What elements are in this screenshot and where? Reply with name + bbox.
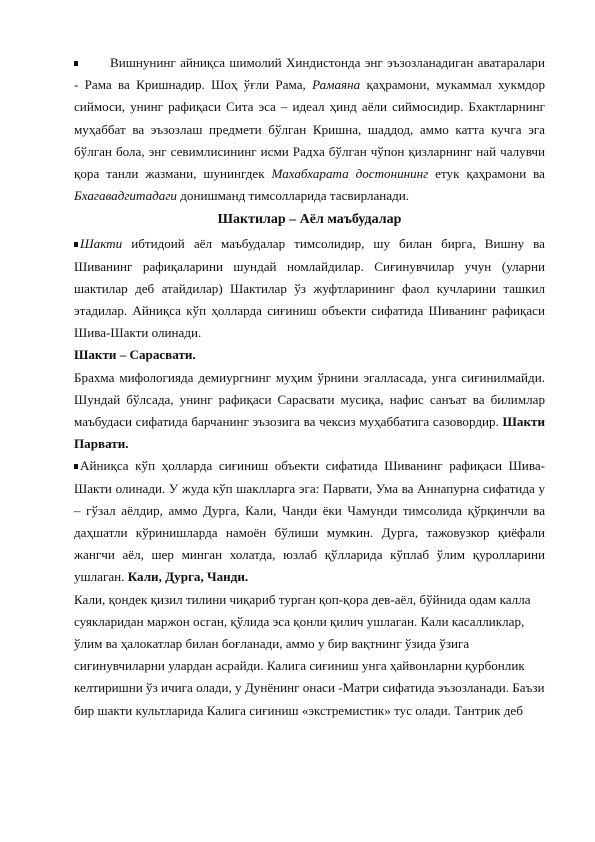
paragraph-shakti bbox=[74, 233, 545, 344]
text-segment: қаҳрамони, мукаммал хукмдор сиймоси, унинг рафиқаси Сита эса – идеал ҳинд аёли сиймосидир. Бхактларнинг муҳаббат ва эъзозлаш предмети бўлган Кришна, шаддод, аммо катта кучга эга бўлган бола, энг севимлисининг исми Радха бўлган чўпон қизларнинг най чалувчи қора танли жазмани, шунингдек bbox=[74, 77, 545, 182]
document-page bbox=[74, 52, 545, 722]
inline-subheading-kali-durga-chandi: Кали, Дурга, Чанди. bbox=[127, 569, 249, 585]
paragraph-sarasvati bbox=[74, 367, 545, 456]
text-segment: Вишнунинг айниқса шимолий Хиндистонда энг эъзозланадиган аватаралари - Рама ва Кришнадир. Шоҳ ўғли Рама, bbox=[74, 55, 545, 93]
italic-ramayana: Рамаяна bbox=[312, 77, 361, 93]
paragraph-vishnu-avatars bbox=[74, 52, 545, 207]
text-segment: донишманд тимсолларида тасвирланади. bbox=[176, 188, 410, 204]
text-segment: Брахма мифологияда демиургнинг муҳим ўрнини эгалласада, унга сиғинилмайди. Шундай бўлсада, унинг рафиқаси Сарасвати мусиқа, нафис санъат ва билимлар маъбудаси сифатида барчанинг эъзозига ва чексиз муҳаббатига сазовордир. bbox=[74, 369, 545, 430]
subheading-sarasvati: Шакти – Сарасвати. bbox=[74, 347, 196, 363]
section-heading: Шактилар – Аёл маъбудалар bbox=[217, 212, 402, 228]
italic-bhagavadgita: Бхагавадгитадаги bbox=[74, 188, 177, 204]
paragraph-parvati bbox=[74, 455, 545, 588]
text-segment: Айниқса кўп ҳолларда сиғиниш объекти сифатида Шиванинг рафиқаси Шива-Шакти олинади. У жуда кўп шаклларга эга: Парвати, Ума ва Аннапурна сифатида у – гўзал аёлдир, аммо Дурга, Кали, Чанди ёки Чамунди тимсолида қўрқинчли ва даҳшатли кўринишларда намоён бўлиши мумкин. Дурга, тажовузкор қиёфали жангчи аёл, шер минган холатда, юзлаб қўлларида кўплаб ўлим қуролларини ушлаган. bbox=[74, 458, 545, 585]
square-bullet-icon bbox=[74, 464, 78, 469]
square-bullet-icon bbox=[74, 242, 78, 247]
italic-shakti: Шакти bbox=[80, 236, 123, 252]
paragraph-kali bbox=[74, 589, 545, 722]
square-bullet-icon bbox=[74, 61, 78, 66]
italic-mahabharata: Махабхарата достонининг bbox=[271, 166, 429, 182]
text-segment: Кали, қондек қизил тилини чиқариб турган қоп-қора дев-аёл, бўйнида одам калла суякларидан маржон осган, қўлида эса қонли қилич ушлаган. Кали касалликлар, ўлим ва ҳалокатлар билан боғланади, аммо у бир вақтнинг ўзида ўзига сиғинувчиларни улардан асрайди. Калига сиғиниш унга ҳайвонларни қурбонлик келтиришни ўз ичига олади, у Дунёнинг онаси -Матри сифатида эъзозланади. Баъзи бир шакти культларида Калига сиғиниш «экстремистик» тус олади. Тантрик деб bbox=[74, 591, 545, 718]
text-segment: етук қаҳрамони ва bbox=[428, 166, 545, 182]
inline-subheading-parvati: Шакти Парвати. bbox=[74, 414, 545, 452]
text-segment: ибтидоий аёл маъбудалар тимсолидир, шу билан бирга, Вишну ва Шиванинг рафиқаларини шундай номлайдилар. Сиғинувчилар учун (уларни шактилар деб атайдилар) Шактилар ўз жуфтларининг фаол кучларини ташкил этадилар. Айниқса кўп ҳолларда сиғиниш объекти сифатида Шиванинг рафиқаси Шива-Шакти олинади. bbox=[74, 236, 545, 341]
